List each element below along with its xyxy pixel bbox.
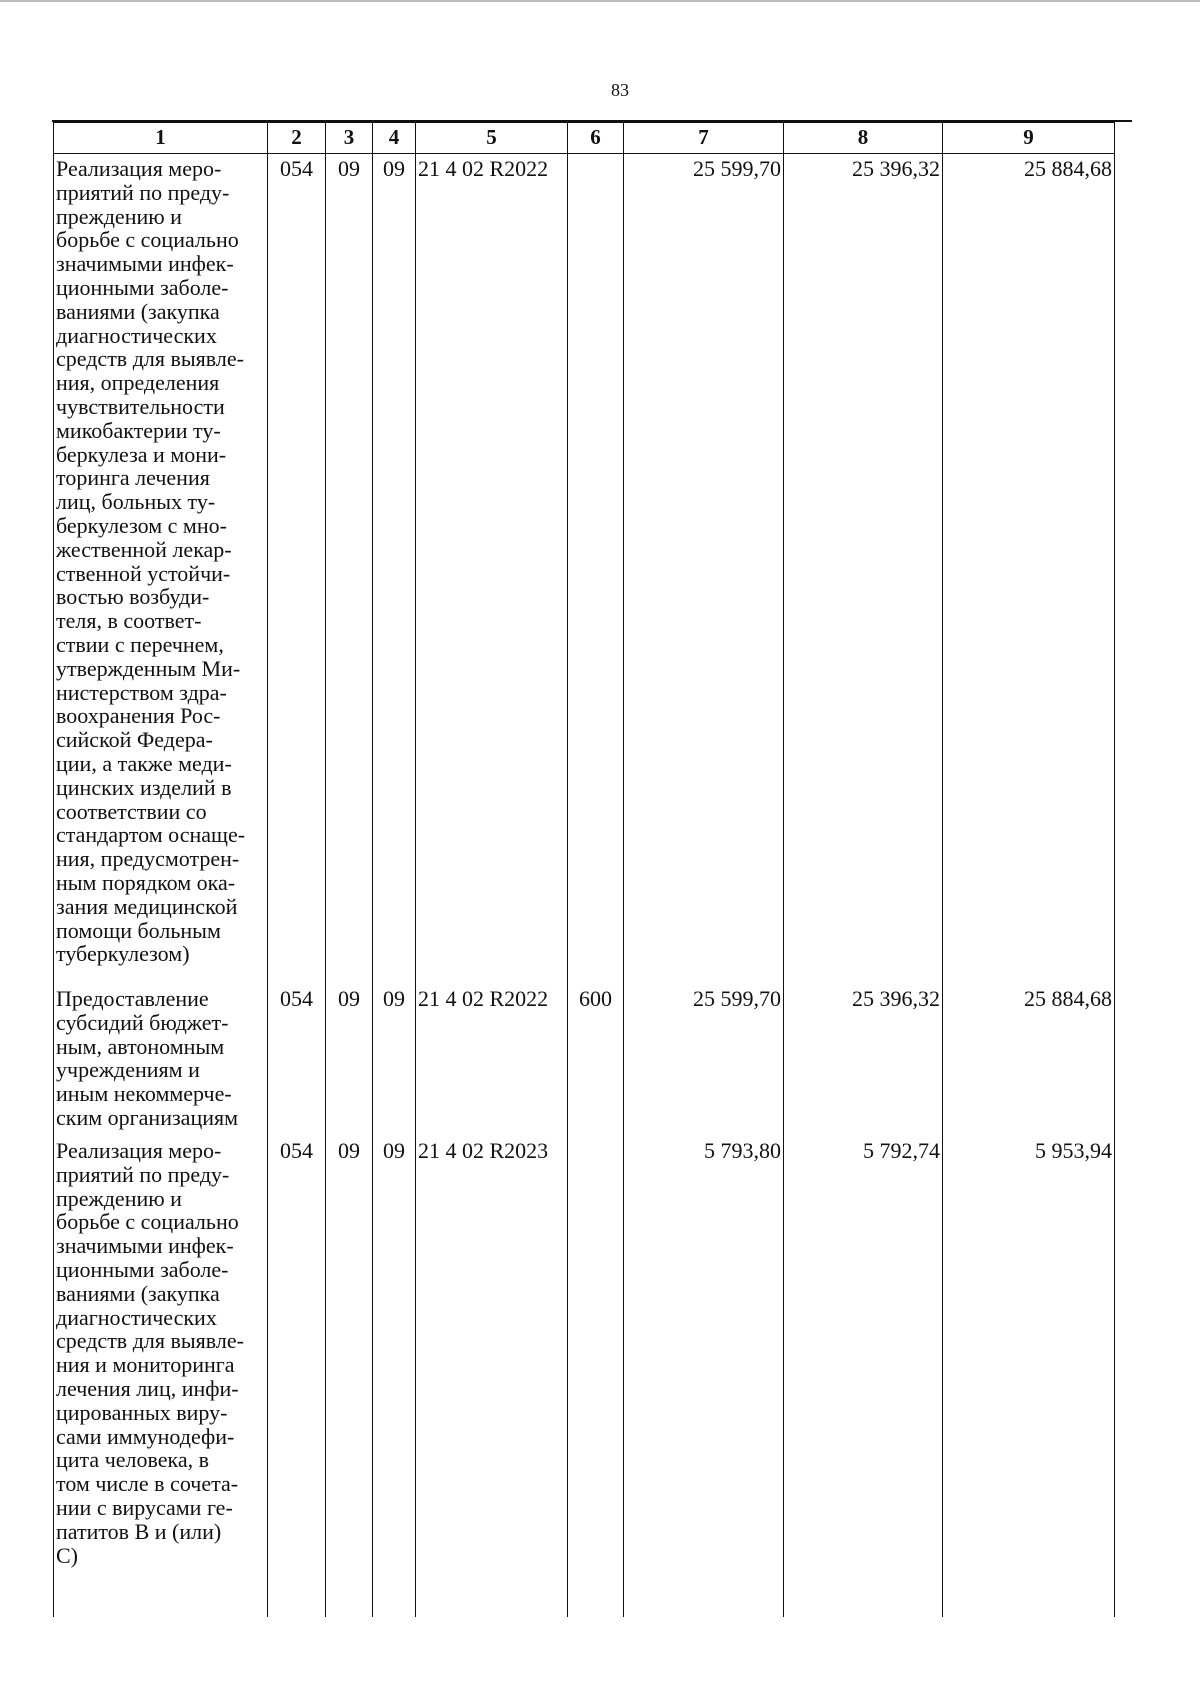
row-target-code: 21 4 02 R2022 <box>416 979 568 1131</box>
row-amount-year2: 25 396,32 <box>784 979 943 1131</box>
row-section-code: 09 <box>326 1131 373 1617</box>
row-name: Реализация меро- приятий по преду- преждению и борьбе с социально значимыми инфек- ционными заболе- ваниями (закупка диагностических средств для выявле- ния, определения чувствительности микобактерии ту- беркулеза и мони- торинга лечения лиц, больных ту- беркулезом с мно- жественной лекар- ственной устойчи- востью возбуди- теля, в соответ- ствии с перечнем, утвержденным Ми- нистерством здра- воохранения Рос- сийской Федера- ции, а также меди- цинских изделий в соответствии со стандартом оснаще- ния, предусмотрен- ным порядком ока- зания медицинской помощи больным туберкулезом) <box>54 154 268 980</box>
row-subsection-code: 09 <box>373 1131 416 1617</box>
scan-edge <box>0 0 1200 2</box>
page-number: 83 <box>611 80 629 100</box>
table-row <box>54 979 1115 1131</box>
budget-table <box>53 122 1115 1617</box>
header-col-7: 7 <box>624 123 784 154</box>
row-name: Реализация меро- приятий по преду- преждению и борьбе с социально значимыми инфек- ционными заболе- ваниями (закупка диагностических средств для выявле- ния и мониторинга лечения лиц, инфи- цированных виру- сами иммунодефи- цита человека, в том числе в сочета- нии с вирусами ге- патитов В и (или) С) <box>54 1131 268 1617</box>
header-col-4: 4 <box>373 123 416 154</box>
table-row <box>54 154 1115 980</box>
row-target-code: 21 4 02 R2022 <box>416 154 568 980</box>
row-amount-year1: 25 599,70 <box>624 154 784 980</box>
row-expense-type: 600 <box>568 979 624 1131</box>
row-amount-year1: 25 599,70 <box>624 979 784 1131</box>
row-amount-year3: 5 953,94 <box>943 1131 1115 1617</box>
row-expense-type <box>568 1131 624 1617</box>
header-col-1: 1 <box>54 123 268 154</box>
header-col-3: 3 <box>326 123 373 154</box>
header-col-2: 2 <box>268 123 326 154</box>
row-target-code: 21 4 02 R2023 <box>416 1131 568 1617</box>
row-amount-year3: 25 884,68 <box>943 154 1115 980</box>
row-subsection-code: 09 <box>373 979 416 1131</box>
header-col-8: 8 <box>784 123 943 154</box>
header-col-9: 9 <box>943 123 1115 154</box>
row-ministry-code: 054 <box>268 1131 326 1617</box>
row-amount-year2: 25 396,32 <box>784 154 943 980</box>
header-row <box>54 123 1115 154</box>
row-amount-year3: 25 884,68 <box>943 979 1115 1131</box>
row-expense-type <box>568 154 624 980</box>
header-col-5: 5 <box>416 123 568 154</box>
row-name: Предоставление субсидий бюджет- ным, автономным учреждениям и иным некоммерче- ским организациям <box>54 979 268 1131</box>
row-section-code: 09 <box>326 154 373 980</box>
table-row <box>54 1131 1115 1617</box>
row-ministry-code: 054 <box>268 154 326 980</box>
row-subsection-code: 09 <box>373 154 416 980</box>
row-section-code: 09 <box>326 979 373 1131</box>
row-amount-year1: 5 793,80 <box>624 1131 784 1617</box>
row-amount-year2: 5 792,74 <box>784 1131 943 1617</box>
row-ministry-code: 054 <box>268 979 326 1131</box>
header-col-6: 6 <box>568 123 624 154</box>
